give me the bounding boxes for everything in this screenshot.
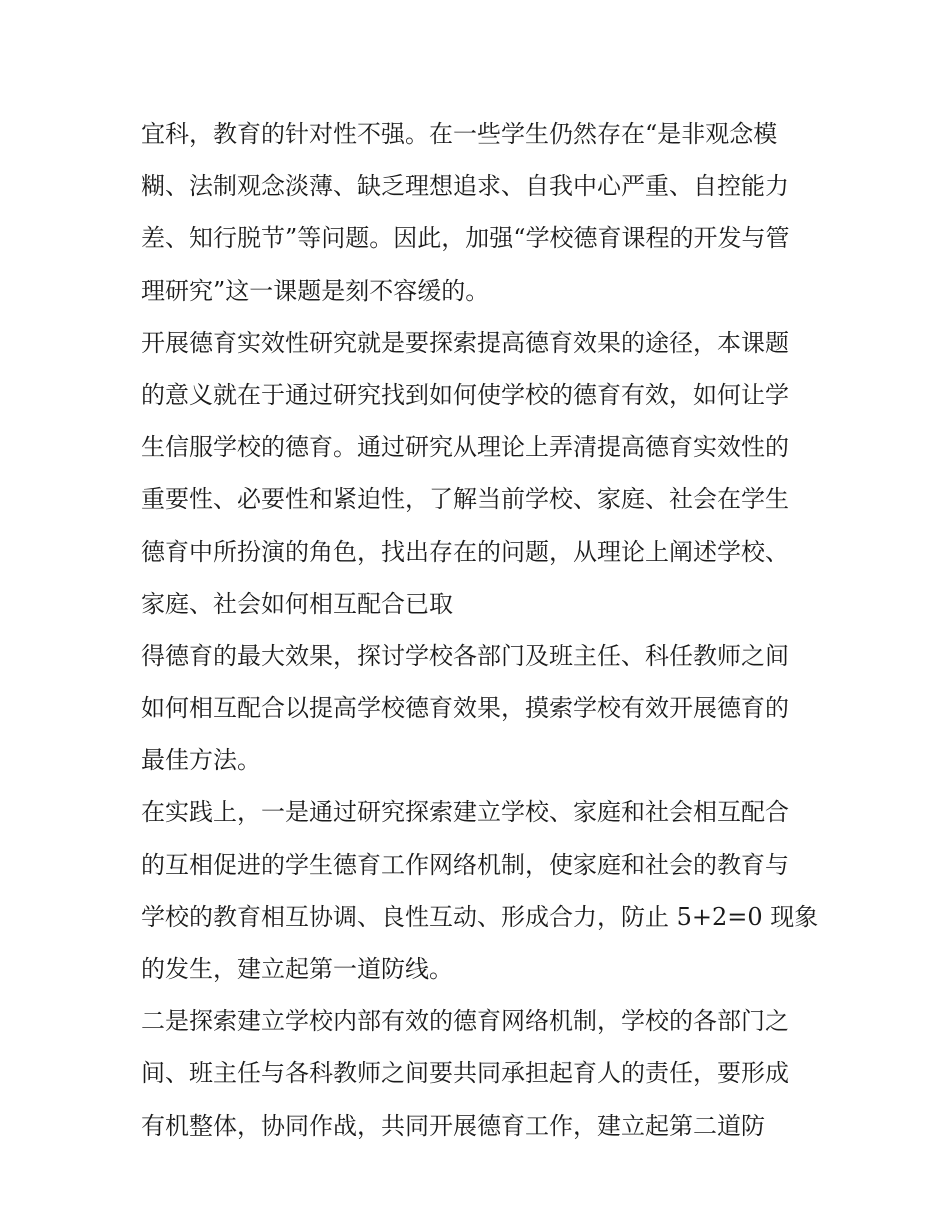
text-line: 重要性、必要性和紧迫性，了解当前学校、家庭、社会在学生 [141, 485, 789, 514]
text-line: 家庭、社会如何相互配合已取 [141, 589, 453, 618]
text-line: 开展德育实效性研究就是要探索提高德育效果的途径，本课题 [141, 328, 789, 357]
text-line: 生信服学校的德育。通过研究从理论上弄清提高德育实效性的 [141, 433, 789, 462]
text-line: 德育中所扮演的角色，找出存在的问题，从理论上阐述学校、 [141, 537, 789, 566]
text-line: 二是探索建立学校内部有效的德育网络机制，学校的各部门之 [141, 1007, 789, 1036]
text-line: 如何相互配合以提高学校德育效果，摸索学校有效开展德育的 [141, 694, 789, 723]
body-text [141, 108, 821, 1152]
text-line: 得德育的最大效果，探讨学校各部门及班主任、科任教师之间 [141, 641, 789, 670]
text-line: 间、班主任与各科教师之间要共同承担起育人的责任，要形成 [141, 1059, 789, 1088]
text-line: 的发生，建立起第一道防线。 [141, 955, 453, 983]
text-line: 差、知行脱节”等问题。因此，加强“学校德育课程的开发与管 [141, 224, 790, 253]
text-line: 学校的教育相互协调、良性互动、形成合力，防止 5+2=0 现象 [141, 902, 819, 931]
text-line: 的互相促进的学生德育工作网络机制，使家庭和社会的教育与 [141, 850, 789, 879]
text-line: 糊、法制观念淡薄、缺乏理想追求、自我中心严重、自控能力 [141, 172, 789, 201]
text-line: 最佳方法。 [141, 746, 261, 775]
text-line: 的意义就在于通过研究找到如何使学校的德育有效，如何让学 [141, 380, 789, 409]
text-line: 在实践上，一是通过研究探索建立学校、家庭和社会相互配合 [141, 798, 789, 827]
text-line: 有机整体，协同作战，共同开展德育工作，建立起第二道防 [141, 1111, 765, 1140]
text-line: 宜科，教育的针对性不强。在一些学生仍然存在“是非观念模 [141, 120, 778, 148]
text-line: 理研究”这一课题是刻不容缓的。 [141, 276, 490, 305]
